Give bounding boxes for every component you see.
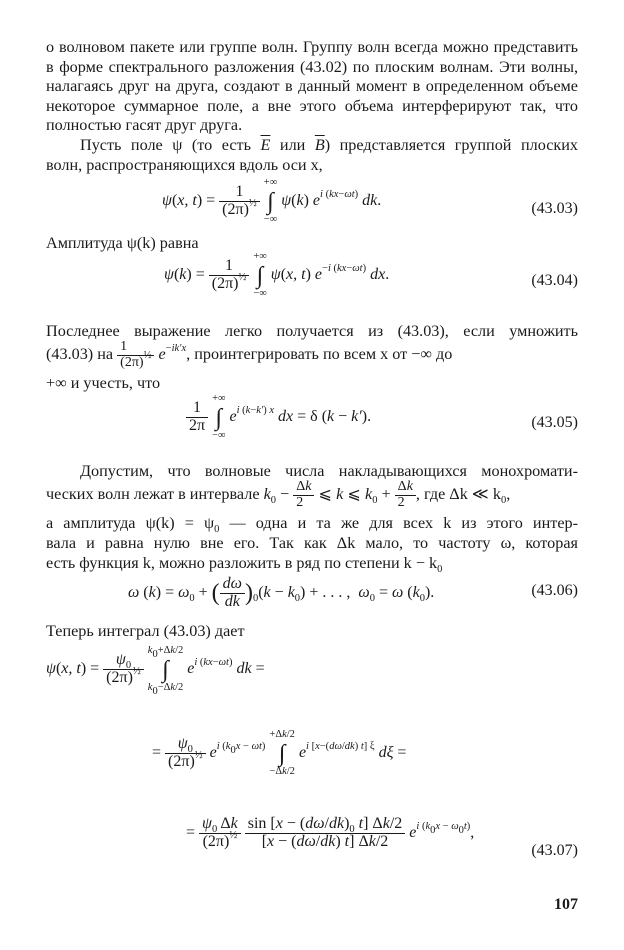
paragraph-series: есть функция k, можно разложить в ряд по степени $k - k_0$ (46, 554, 443, 575)
paragraph-derivation-end: +∞ и учесть, что (46, 374, 161, 392)
paragraph-integral: Теперь интеграл (43.03) дает (46, 622, 245, 640)
equation-43-05: $\frac{1}{2\pi}$ +∞ ∫ −∞ $e^{i (k-k') x}$ dx = δ (k − k′). (186, 394, 371, 441)
equation-43-06: ω $(k) = \omega_0$ + ( $\frac{d\omega}{dk}$ )$_0(k - k_0)$ + . . . , $\omega_0 = \omega$ $(k_0)$. (128, 575, 435, 610)
equation-43-07-line2: = $\frac{\psi_0}{(2\pi)^{\frac{1}{2}}}$ $e^{i (k_0x - \omega t)}$ +Δk/2 ∫ −Δk/2 $e^{i [x-(d\omega/dk) t] \xi}$ dξ = (152, 729, 407, 777)
paragraph-frequency: вала и равна нулю вне его. Так как Δk мало, то частоту ω, которая (46, 534, 578, 552)
equation-43-04: ψ(k) = $\frac{1}{(2\pi)^{\frac{1}{2}}}$ +∞ ∫ −∞ ψ(x, t) $e^{-i (kx-\omega t)}$ dx. (164, 251, 390, 299)
equation-number: (43.06) (531, 582, 578, 599)
equation-number: (43.05) (531, 414, 578, 431)
paragraph-derivation-cont: (43.03) на $\frac{1}{(2\pi)^{\frac{1}{2}}}$ $e^{-ik'x}$, проинтегрировать по всем x от −∞ до (46, 339, 453, 370)
paragraph-amplitude-const: а амплитуда $\psi(k) = \psi_0$ — одна и та же для всех k из этого интер- (46, 514, 578, 535)
equation-number: (43.07) (531, 842, 578, 859)
equation-43-03: ψ(x, t) = $\frac{1}{(2\pi)^{\frac{1}{2}}}$ +∞ ∫ −∞ ψ(k) $e^{i (kx-\omega t)}$ dk. (162, 177, 382, 225)
paragraph-amplitude: Амплитуда ψ(k) равна (46, 234, 199, 252)
paragraph-derivation: Последнее выражение легко получается из (43.03), если умножить (46, 322, 578, 340)
paragraph-wave-numbers: Допустим, что волновые числа накладывающихся монохромати- (80, 462, 578, 480)
equation-number: (43.03) (531, 200, 578, 217)
paragraph-field-psi-cont: волн, распространяющихся вдоль оси x, (46, 156, 323, 174)
equation-number: (43.04) (531, 272, 578, 289)
page-number: 107 (554, 896, 578, 913)
vector-B: $\overline{B}$ (314, 136, 325, 154)
vector-E: $\overline{E}$ (260, 136, 271, 154)
paragraph-field-psi: Пусть поле ψ (то есть $\overline{E}$ или $\overline{B}$) представляется группой плоских (80, 136, 579, 154)
equation-43-07-line3: = $\frac{\psi_0 \Delta k}{(2\pi)^{\frac{1}{2}}}$ $\frac{\sin [x - (d\omega/dk)_0 t] \Delta k/2}{[x - (d\omega/dk) t] \Delta k/2}$ $e^{i (k_0x - \omega_0t)}$, (186, 815, 475, 850)
paragraph-interval: ческих волн лежат в интервале $k_0$ − $\frac{\Delta k}{2}$ ⩽ k ⩽ $k_0$ + $\frac{\Delta k}{2}$ , где Δk ≪ $k_0$, (46, 479, 511, 510)
paragraph-wave-packet: о волновом пакете или группе волн. Группу волн всегда можно представить в форме спектрального разложения (43.02) по плоским волнам. Эти волны, налагаясь друг на друга, создают в данный момент в определенном объеме некоторое суммарное поле, а вне этого объема интерферируют так, что полностью гасят друг друга. (46, 38, 578, 135)
equation-43-07-line1: ψ(x, t) = $\frac{\psi_0}{(2\pi)^{\frac{1}{2}}}$ $k_0+\Delta k/2$ ∫ $k_0-\Delta k/2$ $e^{i (kx-\omega t)}$ dk = (46, 645, 265, 697)
